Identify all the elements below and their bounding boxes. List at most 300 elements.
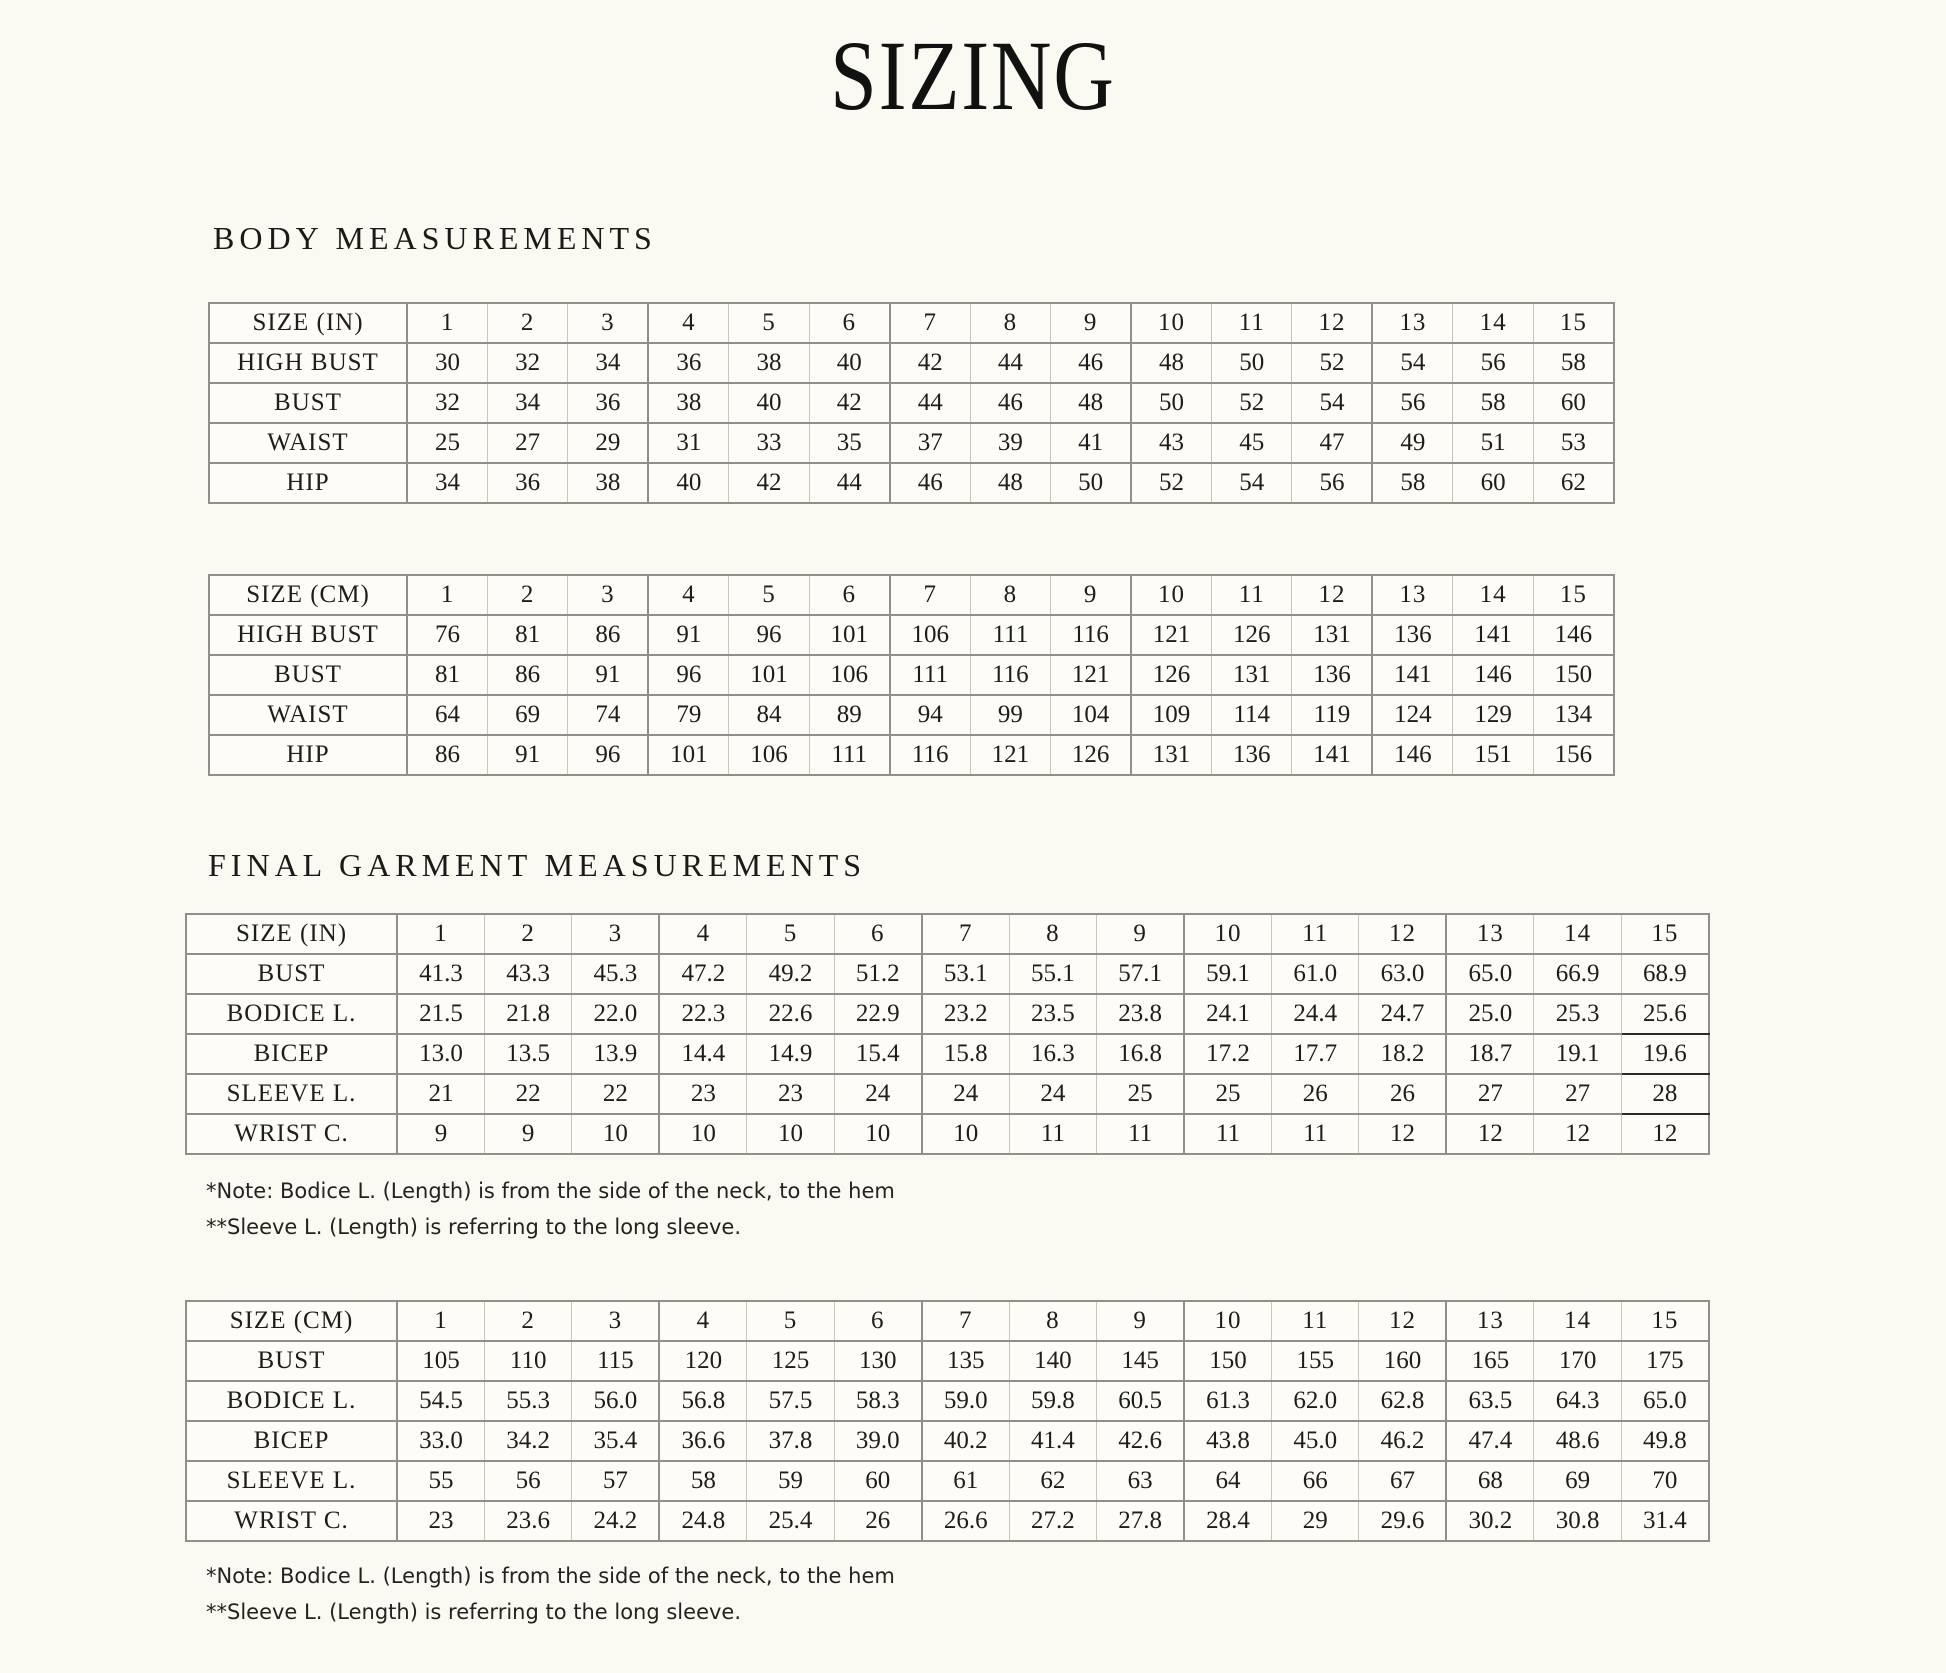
size-column-header: 8 — [970, 303, 1050, 343]
size-column-header: 7 — [922, 914, 1009, 954]
row-label: WRIST C. — [186, 1114, 397, 1154]
size-column-header: 10 — [1184, 1301, 1271, 1341]
measurement-cell: 91 — [648, 615, 728, 655]
measurement-cell: 57.5 — [747, 1381, 834, 1421]
measurement-cell: 64.3 — [1534, 1381, 1621, 1421]
measurement-cell: 86 — [487, 655, 567, 695]
size-column-header: 12 — [1292, 303, 1372, 343]
note-sleeve-length: **Sleeve L. (Length) is referring to the long sleeve. — [206, 1600, 742, 1624]
measurement-cell: 110 — [484, 1341, 571, 1381]
measurement-cell: 47 — [1292, 423, 1372, 463]
garment-notes-centimeters — [206, 1558, 1946, 1666]
measurement-cell: 10 — [747, 1114, 834, 1154]
measurement-cell: 135 — [922, 1341, 1009, 1381]
measurement-cell: 22.3 — [659, 994, 746, 1034]
measurement-cell: 48 — [970, 463, 1050, 503]
size-column-header: 12 — [1359, 914, 1446, 954]
measurement-cell: 115 — [572, 1341, 659, 1381]
size-column-header: 14 — [1534, 914, 1621, 954]
measurement-cell: 86 — [407, 735, 487, 775]
measurement-cell: 24.8 — [659, 1501, 746, 1541]
measurement-cell: 59.0 — [922, 1381, 1009, 1421]
size-column-header: 5 — [729, 303, 809, 343]
measurement-cell: 27 — [1446, 1074, 1533, 1114]
unit-header-cell: SIZE (CM) — [186, 1301, 397, 1341]
size-column-header: 3 — [568, 575, 648, 615]
measurement-cell: 121 — [1051, 655, 1131, 695]
measurement-cell: 81 — [487, 615, 567, 655]
measurement-cell: 9 — [397, 1114, 484, 1154]
measurement-cell: 126 — [1051, 735, 1131, 775]
measurement-cell: 11 — [1097, 1114, 1184, 1154]
measurement-cell: 145 — [1097, 1341, 1184, 1381]
table-row — [186, 954, 1709, 994]
measurement-cell: 57 — [572, 1461, 659, 1501]
measurement-cell: 25.0 — [1446, 994, 1533, 1034]
measurement-cell: 11 — [1272, 1114, 1359, 1154]
measurement-cell: 12 — [1359, 1114, 1446, 1154]
measurement-cell: 55 — [397, 1461, 484, 1501]
measurement-cell: 31.4 — [1621, 1501, 1709, 1541]
measurement-cell: 36 — [487, 463, 567, 503]
measurement-cell: 51 — [1453, 423, 1533, 463]
size-column-header: 15 — [1533, 575, 1614, 615]
measurement-cell: 101 — [809, 615, 889, 655]
measurement-cell: 56 — [1453, 343, 1533, 383]
measurement-cell: 46.2 — [1359, 1421, 1446, 1461]
measurement-cell: 13.5 — [484, 1034, 571, 1074]
size-column-header: 7 — [922, 1301, 1009, 1341]
table-row — [209, 423, 1614, 463]
row-label: HIP — [209, 735, 407, 775]
measurement-cell: 12 — [1621, 1114, 1709, 1154]
measurement-cell: 23 — [397, 1501, 484, 1541]
size-column-header: 11 — [1212, 303, 1292, 343]
table-row — [186, 1381, 1709, 1421]
final-garment-measurements-section — [0, 845, 1946, 1666]
size-column-header: 14 — [1534, 1301, 1621, 1341]
measurement-cell: 56.0 — [572, 1381, 659, 1421]
size-column-header: 11 — [1272, 914, 1359, 954]
body-measurements-table-centimeters — [208, 574, 1615, 776]
note-sleeve-length: **Sleeve L. (Length) is referring to the long sleeve. — [206, 1215, 742, 1239]
measurement-cell: 15.8 — [922, 1034, 1009, 1074]
size-column-header: 5 — [747, 1301, 834, 1341]
header-row — [186, 1301, 1709, 1341]
measurement-cell: 31 — [648, 423, 728, 463]
measurement-cell: 106 — [809, 655, 889, 695]
measurement-cell: 65.0 — [1446, 954, 1533, 994]
measurement-cell: 19.6 — [1621, 1034, 1709, 1074]
measurement-cell: 106 — [729, 735, 809, 775]
row-label: BODICE L. — [186, 1381, 397, 1421]
size-column-header: 12 — [1359, 1301, 1446, 1341]
table-row — [209, 735, 1614, 775]
measurement-cell: 23.5 — [1009, 994, 1096, 1034]
measurement-cell: 10 — [922, 1114, 1009, 1154]
table-row — [209, 695, 1614, 735]
measurement-cell: 66 — [1272, 1461, 1359, 1501]
measurement-cell: 109 — [1131, 695, 1211, 735]
measurement-cell: 160 — [1359, 1341, 1446, 1381]
measurement-cell: 52 — [1131, 463, 1211, 503]
measurement-cell: 32 — [487, 343, 567, 383]
size-column-header: 4 — [659, 1301, 746, 1341]
measurement-cell: 46 — [890, 463, 970, 503]
measurement-cell: 21 — [397, 1074, 484, 1114]
size-column-header: 4 — [648, 575, 728, 615]
measurement-cell: 14.9 — [747, 1034, 834, 1074]
size-column-header: 2 — [484, 1301, 571, 1341]
measurement-cell: 96 — [648, 655, 728, 695]
measurement-cell: 32 — [407, 383, 487, 423]
measurement-cell: 60 — [1453, 463, 1533, 503]
table-row — [186, 1114, 1709, 1154]
measurement-cell: 120 — [659, 1341, 746, 1381]
measurement-cell: 76 — [407, 615, 487, 655]
size-column-header: 15 — [1621, 1301, 1709, 1341]
measurement-cell: 37 — [890, 423, 970, 463]
measurement-cell: 42.6 — [1097, 1421, 1184, 1461]
measurement-cell: 62 — [1533, 463, 1614, 503]
measurement-cell: 116 — [890, 735, 970, 775]
size-column-header: 7 — [890, 303, 970, 343]
measurement-cell: 136 — [1292, 655, 1372, 695]
measurement-cell: 53 — [1533, 423, 1614, 463]
measurement-cell: 94 — [890, 695, 970, 735]
measurement-cell: 13.0 — [397, 1034, 484, 1074]
size-column-header: 13 — [1372, 575, 1452, 615]
measurement-cell: 25 — [1184, 1074, 1271, 1114]
measurement-cell: 131 — [1212, 655, 1292, 695]
measurement-cell: 146 — [1453, 655, 1533, 695]
measurement-cell: 25 — [407, 423, 487, 463]
size-column-header: 5 — [729, 575, 809, 615]
measurement-cell: 96 — [568, 735, 648, 775]
measurement-cell: 12 — [1534, 1114, 1621, 1154]
measurement-cell: 46 — [1051, 343, 1131, 383]
row-label: BICEP — [186, 1421, 397, 1461]
measurement-cell: 25.6 — [1621, 994, 1709, 1034]
measurement-cell: 21.5 — [397, 994, 484, 1034]
measurement-cell: 22.9 — [834, 994, 921, 1034]
measurement-cell: 63.5 — [1446, 1381, 1533, 1421]
row-label: SLEEVE L. — [186, 1461, 397, 1501]
measurement-cell: 14.4 — [659, 1034, 746, 1074]
measurement-cell: 24.2 — [572, 1501, 659, 1541]
measurement-cell: 9 — [484, 1114, 571, 1154]
measurement-cell: 67 — [1359, 1461, 1446, 1501]
size-column-header: 1 — [407, 575, 487, 615]
measurement-cell: 131 — [1292, 615, 1372, 655]
measurement-cell: 21.8 — [484, 994, 571, 1034]
row-label: BUST — [186, 1341, 397, 1381]
measurement-cell: 124 — [1372, 695, 1452, 735]
measurement-cell: 30.8 — [1534, 1501, 1621, 1541]
measurement-cell: 26 — [834, 1501, 921, 1541]
measurement-cell: 58.3 — [834, 1381, 921, 1421]
measurement-cell: 106 — [890, 615, 970, 655]
measurement-cell: 68.9 — [1621, 954, 1709, 994]
measurement-cell: 60.5 — [1097, 1381, 1184, 1421]
size-column-header: 4 — [648, 303, 728, 343]
table-row — [186, 994, 1709, 1034]
measurement-cell: 61.0 — [1272, 954, 1359, 994]
measurement-cell: 40 — [809, 343, 889, 383]
measurement-cell: 49.8 — [1621, 1421, 1709, 1461]
measurement-cell: 39.0 — [834, 1421, 921, 1461]
body-measurements-heading: BODY MEASUREMENTS — [213, 220, 657, 256]
measurement-cell: 45.0 — [1272, 1421, 1359, 1461]
measurement-cell: 23.2 — [922, 994, 1009, 1034]
measurement-cell: 141 — [1292, 735, 1372, 775]
garment-notes-inches — [206, 1173, 1946, 1245]
measurement-cell: 45 — [1212, 423, 1292, 463]
measurement-cell: 34.2 — [484, 1421, 571, 1461]
measurement-cell: 24 — [834, 1074, 921, 1114]
size-column-header: 6 — [834, 1301, 921, 1341]
measurement-cell: 58 — [659, 1461, 746, 1501]
measurement-cell: 50 — [1051, 463, 1131, 503]
size-column-header: 1 — [397, 1301, 484, 1341]
measurement-cell: 125 — [747, 1341, 834, 1381]
measurement-cell: 69 — [1534, 1461, 1621, 1501]
size-column-header: 9 — [1097, 1301, 1184, 1341]
table-row — [186, 1461, 1709, 1501]
table-row — [209, 615, 1614, 655]
measurement-cell: 126 — [1131, 655, 1211, 695]
measurement-cell: 116 — [1051, 615, 1131, 655]
measurement-cell: 49 — [1372, 423, 1452, 463]
size-column-header: 1 — [397, 914, 484, 954]
measurement-cell: 27.8 — [1097, 1501, 1184, 1541]
size-column-header: 14 — [1453, 575, 1533, 615]
size-column-header: 3 — [568, 303, 648, 343]
size-column-header: 8 — [1009, 1301, 1096, 1341]
measurement-cell: 63.0 — [1359, 954, 1446, 994]
table-row — [186, 1341, 1709, 1381]
measurement-cell: 41.3 — [397, 954, 484, 994]
measurement-cell: 22 — [572, 1074, 659, 1114]
measurement-cell: 26.6 — [922, 1501, 1009, 1541]
measurement-cell: 15.4 — [834, 1034, 921, 1074]
measurement-cell: 36.6 — [659, 1421, 746, 1461]
measurement-cell: 56 — [1372, 383, 1452, 423]
measurement-cell: 40 — [648, 463, 728, 503]
header-row — [186, 914, 1709, 954]
size-column-header: 10 — [1131, 303, 1211, 343]
note-bodice-length: *Note: Bodice L. (Length) is from the side of the neck, to the hem — [206, 1179, 895, 1203]
measurement-cell: 22 — [484, 1074, 571, 1114]
measurement-cell: 26 — [1359, 1074, 1446, 1114]
measurement-cell: 27.2 — [1009, 1501, 1096, 1541]
measurement-cell: 35 — [809, 423, 889, 463]
measurement-cell: 66.9 — [1534, 954, 1621, 994]
measurement-cell: 119 — [1292, 695, 1372, 735]
measurement-cell: 24 — [1009, 1074, 1096, 1114]
size-column-header: 9 — [1051, 575, 1131, 615]
row-label: WAIST — [209, 423, 407, 463]
measurement-cell: 81 — [407, 655, 487, 695]
measurement-cell: 24.7 — [1359, 994, 1446, 1034]
measurement-cell: 54.5 — [397, 1381, 484, 1421]
measurement-cell: 29.6 — [1359, 1501, 1446, 1541]
measurement-cell: 29 — [1272, 1501, 1359, 1541]
measurement-cell: 19.1 — [1534, 1034, 1621, 1074]
measurement-cell: 13.9 — [572, 1034, 659, 1074]
measurement-cell: 111 — [970, 615, 1050, 655]
measurement-cell: 38 — [729, 343, 809, 383]
size-column-header: 10 — [1131, 575, 1211, 615]
measurement-cell: 96 — [729, 615, 809, 655]
measurement-cell: 11 — [1009, 1114, 1096, 1154]
measurement-cell: 68 — [1446, 1461, 1533, 1501]
measurement-cell: 22.0 — [572, 994, 659, 1034]
measurement-cell: 64 — [407, 695, 487, 735]
measurement-cell: 61 — [922, 1461, 1009, 1501]
measurement-cell: 40 — [729, 383, 809, 423]
measurement-cell: 52 — [1292, 343, 1372, 383]
measurement-cell: 25.4 — [747, 1501, 834, 1541]
measurement-cell: 42 — [729, 463, 809, 503]
measurement-cell: 146 — [1533, 615, 1614, 655]
measurement-cell: 91 — [487, 735, 567, 775]
table-row — [186, 1501, 1709, 1541]
measurement-cell: 36 — [568, 383, 648, 423]
measurement-cell: 70 — [1621, 1461, 1709, 1501]
table-row — [186, 1421, 1709, 1461]
measurement-cell: 27 — [487, 423, 567, 463]
measurement-cell: 16.8 — [1097, 1034, 1184, 1074]
size-column-header: 5 — [747, 914, 834, 954]
measurement-cell: 38 — [568, 463, 648, 503]
table-row — [209, 463, 1614, 503]
measurement-cell: 25.3 — [1534, 994, 1621, 1034]
measurement-cell: 54 — [1292, 383, 1372, 423]
size-column-header: 15 — [1621, 914, 1709, 954]
measurement-cell: 35.4 — [572, 1421, 659, 1461]
size-column-header: 8 — [970, 575, 1050, 615]
measurement-cell: 43.8 — [1184, 1421, 1271, 1461]
size-column-header: 11 — [1272, 1301, 1359, 1341]
measurement-cell: 47.2 — [659, 954, 746, 994]
measurement-cell: 151 — [1453, 735, 1533, 775]
measurement-cell: 41.4 — [1009, 1421, 1096, 1461]
measurement-cell: 52 — [1212, 383, 1292, 423]
measurement-cell: 65.0 — [1621, 1381, 1709, 1421]
measurement-cell: 101 — [729, 655, 809, 695]
size-column-header: 12 — [1292, 575, 1372, 615]
row-label: BUST — [186, 954, 397, 994]
size-column-header: 3 — [572, 1301, 659, 1341]
size-column-header: 3 — [572, 914, 659, 954]
measurement-cell: 105 — [397, 1341, 484, 1381]
measurement-cell: 126 — [1212, 615, 1292, 655]
measurement-cell: 49.2 — [747, 954, 834, 994]
size-column-header: 9 — [1097, 914, 1184, 954]
size-column-header: 4 — [659, 914, 746, 954]
measurement-cell: 58 — [1372, 463, 1452, 503]
table-row — [186, 1074, 1709, 1114]
measurement-cell: 24.4 — [1272, 994, 1359, 1034]
measurement-cell: 89 — [809, 695, 889, 735]
measurement-cell: 53.1 — [922, 954, 1009, 994]
measurement-cell: 10 — [834, 1114, 921, 1154]
measurement-cell: 56.8 — [659, 1381, 746, 1421]
body-measurements-table-inches — [208, 302, 1615, 504]
measurement-cell: 91 — [568, 655, 648, 695]
measurement-cell: 165 — [1446, 1341, 1533, 1381]
measurement-cell: 50 — [1212, 343, 1292, 383]
measurement-cell: 111 — [890, 655, 970, 695]
final-garment-table-centimeters — [185, 1300, 1710, 1542]
measurement-cell: 30.2 — [1446, 1501, 1533, 1541]
measurement-cell: 18.2 — [1359, 1034, 1446, 1074]
page-title-text: SIZING — [830, 20, 1116, 131]
measurement-cell: 34 — [407, 463, 487, 503]
measurement-cell: 40.2 — [922, 1421, 1009, 1461]
measurement-cell: 136 — [1212, 735, 1292, 775]
measurement-cell: 34 — [487, 383, 567, 423]
size-column-header: 6 — [809, 575, 889, 615]
size-column-header: 2 — [487, 303, 567, 343]
size-column-header: 1 — [407, 303, 487, 343]
measurement-cell: 41 — [1051, 423, 1131, 463]
measurement-cell: 48 — [1051, 383, 1131, 423]
measurement-cell: 62.8 — [1359, 1381, 1446, 1421]
table-row — [186, 1034, 1709, 1074]
measurement-cell: 12 — [1446, 1114, 1533, 1154]
measurement-cell: 121 — [1131, 615, 1211, 655]
measurement-cell: 42 — [809, 383, 889, 423]
measurement-cell: 50 — [1131, 383, 1211, 423]
measurement-cell: 99 — [970, 695, 1050, 735]
measurement-cell: 61.3 — [1184, 1381, 1271, 1421]
measurement-cell: 55.3 — [484, 1381, 571, 1421]
measurement-cell: 134 — [1533, 695, 1614, 735]
measurement-cell: 23.6 — [484, 1501, 571, 1541]
measurement-cell: 18.7 — [1446, 1034, 1533, 1074]
size-column-header: 11 — [1212, 575, 1292, 615]
measurement-cell: 175 — [1621, 1341, 1709, 1381]
size-column-header: 9 — [1051, 303, 1131, 343]
header-row — [209, 575, 1614, 615]
measurement-cell: 17.2 — [1184, 1034, 1271, 1074]
table-row — [209, 655, 1614, 695]
measurement-cell: 43.3 — [484, 954, 571, 994]
size-column-header: 8 — [1009, 914, 1096, 954]
size-column-header: 10 — [1184, 914, 1271, 954]
measurement-cell: 136 — [1372, 615, 1452, 655]
measurement-cell: 60 — [1533, 383, 1614, 423]
measurement-cell: 30 — [407, 343, 487, 383]
measurement-cell: 155 — [1272, 1341, 1359, 1381]
measurement-cell: 58 — [1453, 383, 1533, 423]
measurement-cell: 26 — [1272, 1074, 1359, 1114]
row-label: BUST — [209, 383, 407, 423]
measurement-cell: 11 — [1184, 1114, 1271, 1154]
size-column-header: 14 — [1453, 303, 1533, 343]
measurement-cell: 64 — [1184, 1461, 1271, 1501]
measurement-cell: 17.7 — [1272, 1034, 1359, 1074]
measurement-cell: 45.3 — [572, 954, 659, 994]
row-label: BUST — [209, 655, 407, 695]
measurement-cell: 69 — [487, 695, 567, 735]
measurement-cell: 111 — [809, 735, 889, 775]
measurement-cell: 150 — [1184, 1341, 1271, 1381]
size-column-header: 13 — [1372, 303, 1452, 343]
measurement-cell: 10 — [572, 1114, 659, 1154]
